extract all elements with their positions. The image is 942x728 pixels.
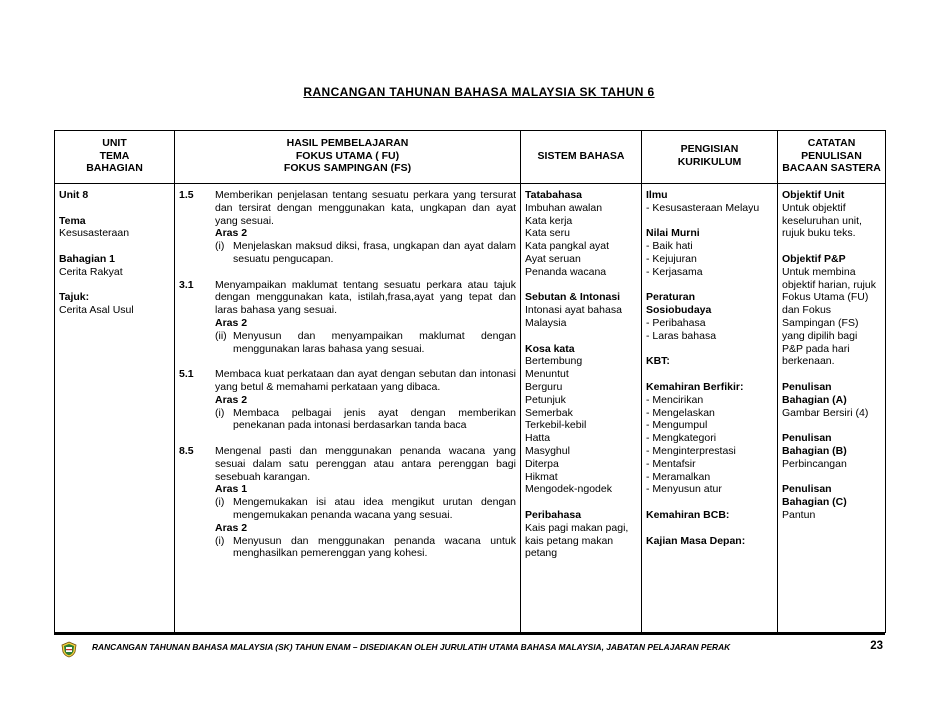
kosa-kata-label: Kosa kata bbox=[525, 342, 575, 355]
header-hasil-pembelajaran: HASIL PEMBELAJARAN FOKUS UTAMA ( FU) FOKUS SAMPINGAN (FS) bbox=[175, 131, 521, 182]
penulisan-label: Penulisan bbox=[782, 432, 832, 445]
ilmu-label: Ilmu bbox=[646, 189, 668, 201]
sebutan-intonasi-label: Sebutan & Intonasi bbox=[525, 291, 621, 304]
header-pengisian-kurikulum: PENGISIAN KURIKULUM bbox=[642, 131, 778, 182]
tema-label: Tema bbox=[59, 214, 86, 227]
list-item: - Meramalkan bbox=[646, 470, 711, 483]
list-item: keseluruhan unit, bbox=[782, 214, 862, 227]
table-header-row bbox=[55, 131, 886, 182]
list-item: - Mentafsir bbox=[646, 457, 696, 470]
learning-outcome bbox=[175, 445, 520, 560]
list-item: Perbincangan bbox=[782, 457, 847, 470]
list-item: Fokus Utama (FU) bbox=[782, 291, 869, 304]
outcome-subitem: Membaca pelbagai jenis ayat dengan memberikan penekanan pada intonasi berdasarkan tanda baca bbox=[233, 406, 516, 432]
sosiobudaya-label: Sosiobudaya bbox=[646, 304, 712, 317]
list-item: Hatta bbox=[525, 432, 551, 445]
peraturan-label: Peraturan bbox=[646, 291, 696, 304]
lesson-plan-table bbox=[54, 130, 886, 633]
kbt-label: KBT: bbox=[646, 355, 670, 368]
tajuk-label: Tajuk: bbox=[59, 291, 90, 304]
bahagian-a-label: Bahagian (A) bbox=[782, 393, 847, 406]
list-item: Penanda wacana bbox=[525, 265, 607, 278]
list-item: Intonasi ayat bahasa bbox=[525, 304, 622, 317]
list-item: Hikmat bbox=[525, 470, 558, 483]
list-item: Bertembung bbox=[525, 355, 583, 368]
list-item: P&P pada hari bbox=[782, 342, 850, 355]
footer-divider bbox=[54, 633, 885, 635]
tatabahasa-label: Tatabahasa bbox=[525, 189, 582, 201]
list-item: Semerbak bbox=[525, 406, 573, 419]
list-item: yang dipilih bagi bbox=[782, 329, 858, 342]
outcome-number: 8.5 bbox=[179, 444, 194, 457]
state-crest-icon bbox=[60, 641, 78, 658]
list-item: - Baik hati bbox=[646, 240, 693, 253]
list-item: objektif harian, rujuk bbox=[782, 278, 876, 291]
roman-numeral: (i) bbox=[215, 496, 225, 509]
list-item: petang bbox=[525, 547, 558, 560]
list-item: - Peribahasa bbox=[646, 316, 706, 329]
list-item: Ayat seruan bbox=[525, 252, 581, 265]
list-item: - Menginterprestasi bbox=[646, 444, 736, 457]
hasil-pembelajaran-cell bbox=[175, 184, 521, 633]
list-item: Masyghul bbox=[525, 444, 570, 457]
outcome-subitem: Mengemukakan isi atau idea mengikut urutan dengan mengemukakan penanda wacana yang sesuai. bbox=[233, 496, 516, 521]
catatan-cell bbox=[778, 184, 886, 633]
list-item: Kata pangkal ayat bbox=[525, 240, 610, 253]
list-item: Petunjuk bbox=[525, 393, 566, 406]
outcome-text: Mengenal pasti dan menggunakan penanda wacana yang sesuai dalam satu perenggan atau antara perenggan bagi sesebuah karangan. bbox=[215, 444, 516, 483]
list-item: - Kesusasteraan Melayu bbox=[646, 201, 760, 214]
list-item: Mengodek-ngodek bbox=[525, 483, 612, 496]
list-item: Kata kerja bbox=[525, 214, 573, 227]
list-item: - Mengumpul bbox=[646, 419, 708, 432]
list-item: rujuk buku teks. bbox=[782, 227, 856, 240]
roman-numeral: (i) bbox=[215, 534, 225, 547]
sistem-bahasa-cell bbox=[521, 184, 642, 633]
list-item: Malaysia bbox=[525, 316, 567, 329]
list-item: - Mengkategori bbox=[646, 432, 717, 445]
outcome-subitem: Menyusun dan menggunakan penanda wacana untuk menghasilkan pemerenggan yang kohesi. bbox=[233, 534, 516, 560]
roman-numeral: (ii) bbox=[215, 329, 227, 342]
unit-cell bbox=[55, 184, 175, 633]
list-item: - Menyusun atur bbox=[646, 483, 722, 496]
kemahiran-berfikir-label: Kemahiran Berfikir: bbox=[646, 380, 744, 393]
bahagian-value: Cerita Rakyat bbox=[59, 265, 123, 278]
bahagian-c-label: Bahagian (C) bbox=[782, 496, 847, 509]
list-item: - Mencirikan bbox=[646, 393, 704, 406]
learning-outcome bbox=[175, 279, 520, 356]
aras-label: Aras 2 bbox=[215, 316, 248, 329]
aras-label: Aras 1 bbox=[215, 483, 248, 496]
tema-value: Kesusasteraan bbox=[59, 227, 130, 240]
list-item: Untuk objektif bbox=[782, 201, 846, 214]
bahagian-label: Bahagian 1 bbox=[59, 252, 116, 265]
list-item: - Mengelaskan bbox=[646, 406, 715, 419]
footer-text: RANCANGAN TAHUNAN BAHASA MALAYSIA (SK) TAHUN ENAM – DISEDIAKAN OLEH JURULATIH UTAMA BAHASA MALAYSIA, JABATAN PELAJARAN PERAK bbox=[92, 642, 731, 652]
penulisan-label: Penulisan bbox=[782, 483, 832, 496]
header-unit: UNIT TEMA BAHAGIAN bbox=[55, 131, 175, 182]
learning-outcome bbox=[175, 189, 520, 266]
list-item: Kata seru bbox=[525, 227, 570, 240]
unit-label: Unit 8 bbox=[59, 189, 89, 201]
pengisian-kurikulum-cell bbox=[642, 184, 778, 633]
list-item: Imbuhan awalan bbox=[525, 201, 603, 214]
list-item: Pantun bbox=[782, 508, 816, 521]
list-item: - Kerjasama bbox=[646, 265, 703, 278]
kemahiran-bcb-label: Kemahiran BCB: bbox=[646, 508, 730, 521]
page-number: 23 bbox=[870, 640, 883, 652]
list-item: Berguru bbox=[525, 380, 563, 393]
outcome-number: 5.1 bbox=[179, 368, 194, 381]
aras-label: Aras 2 bbox=[215, 393, 248, 406]
tajuk-value: Cerita Asal Usul bbox=[59, 304, 134, 317]
list-item: Menuntut bbox=[525, 368, 569, 381]
list-item: Kais pagi makan pagi, bbox=[525, 521, 629, 534]
outcome-text: Memberikan penjelasan tentang sesuatu perkara yang tersurat dan tersirat dengan menggunakan kata, ungkapan dan ayat yang sesuai. bbox=[215, 189, 516, 227]
outcome-subitem: Menjelaskan maksud diksi, frasa, ungkapan dan ayat dalam sesuatu pengucapan. bbox=[233, 240, 516, 265]
list-item: Untuk membina bbox=[782, 265, 856, 278]
list-item: kais petang makan bbox=[525, 534, 614, 547]
list-item: berkenaan. bbox=[782, 355, 835, 368]
roman-numeral: (i) bbox=[215, 240, 225, 253]
list-item: - Kejujuran bbox=[646, 252, 697, 265]
objektif-pp-label: Objektif P&P bbox=[782, 252, 846, 265]
learning-outcome bbox=[175, 368, 520, 432]
outcome-number: 1.5 bbox=[179, 189, 194, 201]
peribahasa-label: Peribahasa bbox=[525, 508, 582, 521]
table-body-row bbox=[55, 184, 886, 633]
list-item: Diterpa bbox=[525, 457, 559, 470]
bahagian-b-label: Bahagian (B) bbox=[782, 444, 847, 457]
list-item: - Laras bahasa bbox=[646, 329, 717, 342]
list-item: dan Fokus bbox=[782, 304, 832, 317]
outcome-text: Membaca kuat perkataan dan ayat dengan sebutan dan intonasi yang betul & memahami perkataan yang dibaca. bbox=[215, 368, 516, 393]
penulisan-label: Penulisan bbox=[782, 380, 832, 393]
kajian-masa-depan-label: Kajian Masa Depan: bbox=[646, 534, 746, 547]
list-item: Terkebil-kebil bbox=[525, 419, 587, 432]
roman-numeral: (i) bbox=[215, 406, 225, 419]
aras-label: Aras 2 bbox=[215, 521, 248, 534]
header-catatan: CATATAN PENULISAN BACAAN SASTERA bbox=[778, 131, 886, 182]
outcome-text: Menyampaikan maklumat tentang sesuatu perkara atau tajuk dengan menggunakan kata, istilah,frasa,ayat yang tepat dan laras bahasa yang sesuai. bbox=[215, 278, 516, 317]
list-item: Gambar Bersiri (4) bbox=[782, 406, 869, 419]
page-footer bbox=[54, 633, 885, 659]
outcome-subitem: Menyusun dan menyampaikan maklumat dengan menggunakan laras bahasa yang sesuai. bbox=[233, 329, 516, 355]
nilai-murni-label: Nilai Murni bbox=[646, 227, 700, 240]
aras-label: Aras 2 bbox=[215, 227, 248, 240]
header-sistem-bahasa: SISTEM BAHASA bbox=[521, 131, 642, 182]
outcome-number: 3.1 bbox=[179, 278, 194, 291]
document-title: RANCANGAN TAHUNAN BAHASA MALAYSIA SK TAHUN 6 bbox=[303, 85, 655, 99]
list-item: Sampingan (FS) bbox=[782, 316, 859, 329]
objektif-unit-label: Objektif Unit bbox=[782, 189, 845, 201]
